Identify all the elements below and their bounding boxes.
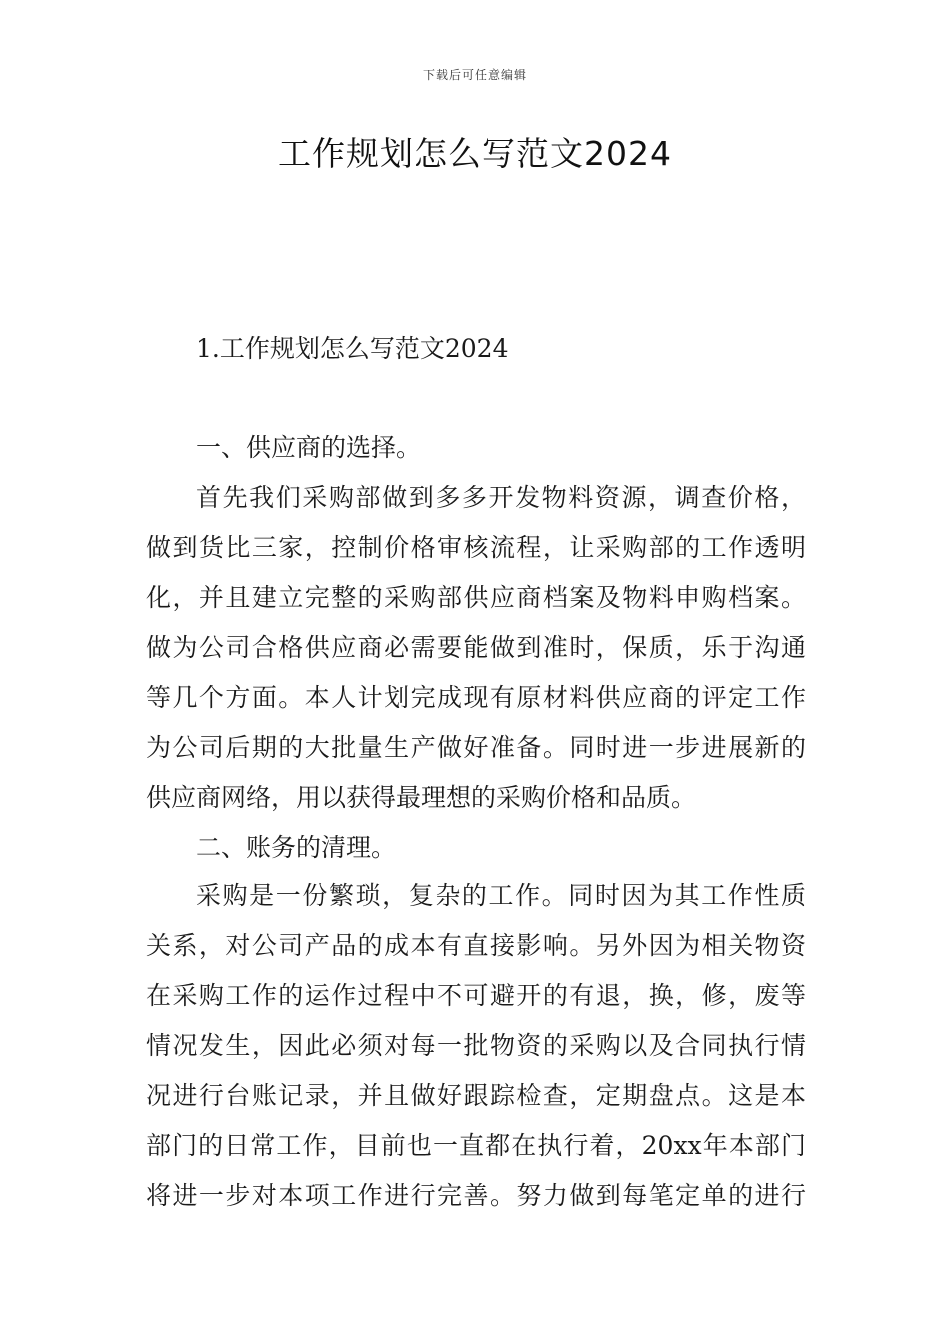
heading-one-text: 一、供应商的选择。 (196, 433, 422, 462)
heading-supplier-selection (196, 423, 856, 473)
paragraph-line: 化，并且建立完整的采购部供应商档案及物料申购档案。 (146, 583, 806, 612)
section-heading (196, 324, 856, 374)
paragraph-line: 采购是一份繁琐，复杂的工作。同时因为其工作性质 (196, 881, 806, 910)
paragraph-line: 部门的日常工作，目前也一直都在执行着，20xx年本部门 (146, 1131, 806, 1160)
paragraph-line: 况进行台账记录，并且做好跟踪检查，定期盘点。这是本 (146, 1081, 806, 1110)
paragraph-line: 情况发生，因此必须对每一批物资的采购以及合同执行情 (146, 1031, 806, 1060)
paragraph-supplier-selection (146, 473, 806, 823)
heading-two-text: 二、账务的清理。 (196, 833, 397, 862)
section-heading-text: 1.工作规划怎么写范文2024 (196, 334, 509, 363)
paragraph-line: 做为公司合格供应商必需要能做到准时，保质，乐于沟通 (146, 633, 806, 662)
document-title: 工作规划怎么写范文2024 (278, 134, 672, 173)
paragraph-line: 首先我们采购部做到多多开发物料资源，调查价格， (196, 483, 806, 512)
paragraph-line: 在采购工作的运作过程中不可避开的有退，换，修，废等 (146, 981, 806, 1010)
paragraph-line: 为公司后期的大批量生产做好准备。同时进一步进展新的 (146, 733, 806, 762)
paragraph-line: 供应商网络，用以获得最理想的采购价格和品质。 (146, 783, 697, 812)
paragraph-line: 将进一步对本项工作进行完善。努力做到每笔定单的进行 (146, 1181, 806, 1210)
heading-account-cleanup (196, 823, 856, 873)
paragraph-line: 等几个方面。本人计划完成现有原材料供应商的评定工作 (146, 683, 806, 712)
paragraph-line: 关系，对公司产品的成本有直接影响。另外因为相关物资 (146, 931, 806, 960)
paragraph-line: 做到货比三家，控制价格审核流程，让采购部的工作透明 (146, 533, 806, 562)
paragraph-account-cleanup (146, 871, 806, 1221)
header-note: 下载后可任意编辑 (422, 68, 527, 82)
